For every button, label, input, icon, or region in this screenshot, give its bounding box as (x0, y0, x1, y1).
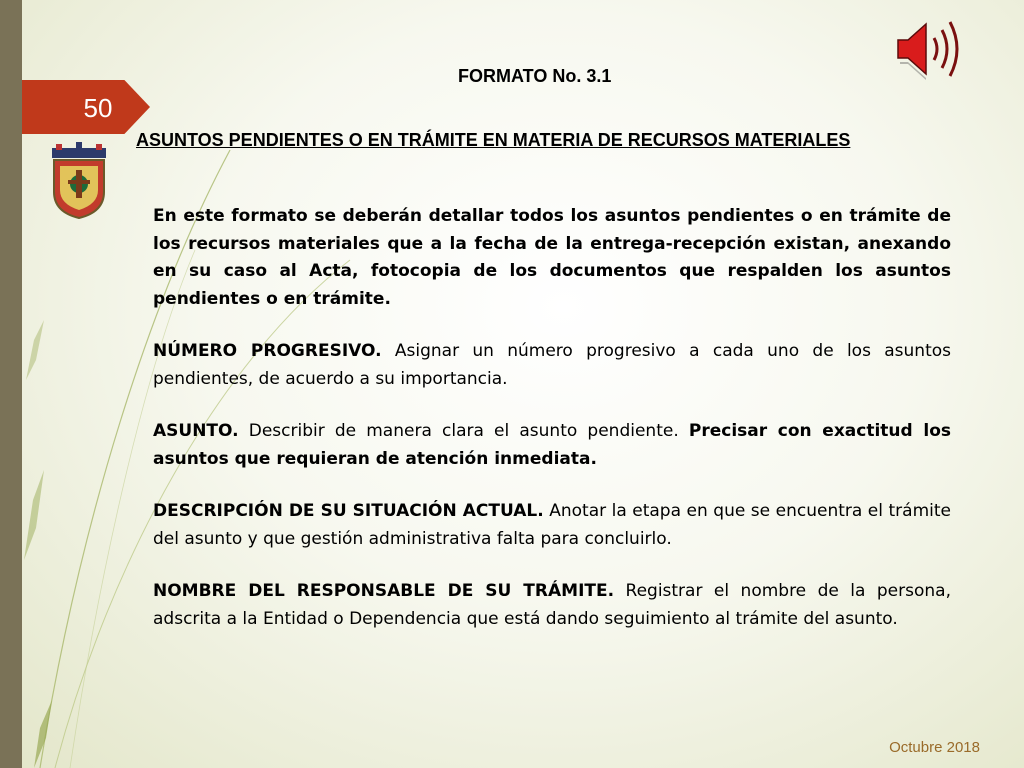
definition-text: Describir de manera clara el asunto pendiente. (238, 421, 689, 441)
intro-text: En este formato se deberán detallar todos los asuntos pendientes o en trámite de los recursos materiales que a la fecha de la entrega-recepción existan, anexando en su caso al Acta, fotocopia de los documentos que respalden los asuntos pendientes o en trámite. (153, 206, 951, 309)
definition-numero-progresivo (153, 338, 951, 393)
definition-nombre-responsable (153, 578, 951, 633)
main-title: ASUNTOS PENDIENTES O EN TRÁMITE EN MATERIA DE RECURSOS MATERIALES (136, 130, 851, 150)
speaker-sound-icon[interactable] (892, 16, 972, 82)
definition-text: Anotar la etapa en que se encuentra el trámite del asunto y que gestión administrativa falta para concluirlo. (153, 501, 951, 549)
intro-paragraph (153, 203, 951, 313)
definition-term: NÚMERO PROGRESIVO. (153, 341, 382, 361)
definition-term: DESCRIPCIÓN DE SU SITUACIÓN ACTUAL. (153, 501, 544, 521)
definition-emphasis: Precisar con exactitud los asuntos que requieran de atención inmediata. (153, 421, 951, 469)
university-crest-icon (46, 140, 112, 220)
definition-descripcion (153, 498, 951, 553)
definition-term: ASUNTO. (153, 421, 239, 441)
definition-asunto (153, 418, 951, 473)
definition-text: Asignar un número progresivo a cada uno de los asuntos pendientes, de acuerdo a su importancia. (153, 341, 951, 389)
definition-text: Registrar el nombre de la persona, adscrita a la Entidad o Dependencia que está dando seguimiento al trámite del asunto. (153, 581, 951, 629)
definition-term: NOMBRE DEL RESPONSABLE DE SU TRÁMITE. (153, 581, 615, 601)
footer-date: Octubre 2018 (889, 739, 980, 756)
slide-number: 50 (83, 93, 113, 123)
format-title: FORMATO No. 3.1 (458, 66, 612, 86)
content-body (153, 203, 951, 658)
